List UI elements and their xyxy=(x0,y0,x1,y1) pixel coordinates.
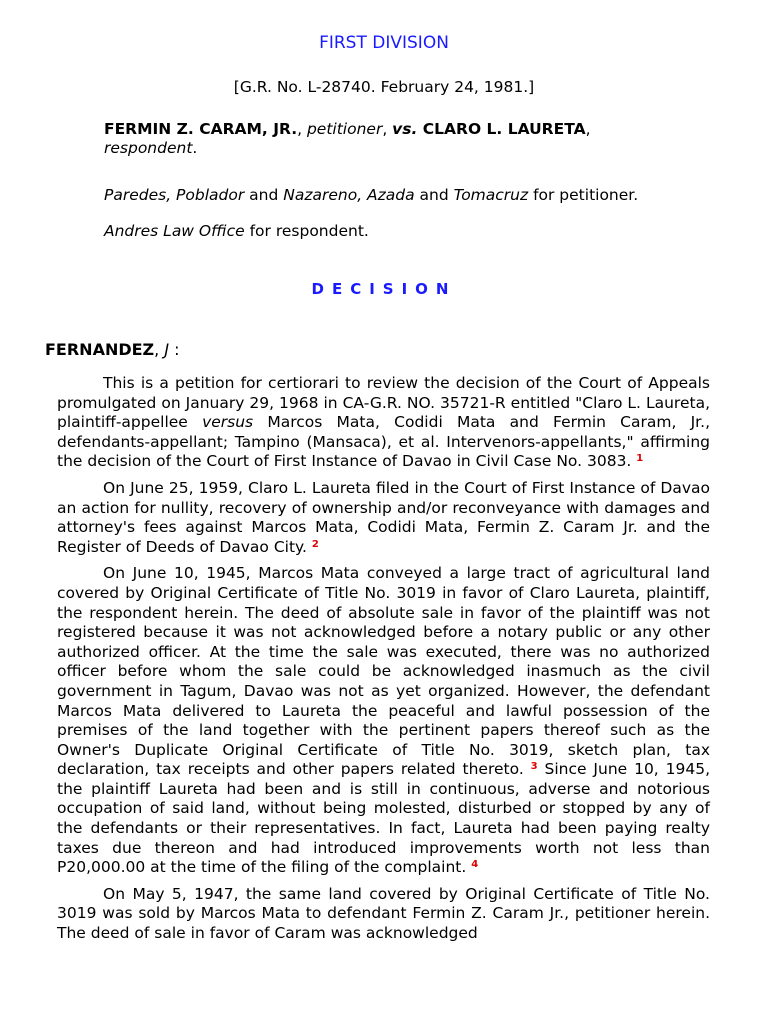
paragraph-3 xyxy=(57,564,710,878)
counsel-firm: Andres Law Office xyxy=(104,222,245,240)
case-number: [G.R. No. L-28740. February 24, 1981.] xyxy=(233,78,535,96)
ponente-line xyxy=(45,340,180,359)
conjunction: and xyxy=(244,186,284,204)
paragraph-1 xyxy=(57,374,710,472)
period: . xyxy=(192,139,198,157)
separator: , xyxy=(585,120,591,138)
counsel-firm: Tomacruz xyxy=(453,186,529,204)
counsel-firm: Nazareno, Azada xyxy=(283,186,415,204)
parties-block xyxy=(104,120,684,158)
paragraph-text: This is a petition for certiorari to review the decision of the Court of Appeals promulgated on January 29, 1968 in CA-G.R. NO. 35721-R entitled "Claro L. Laureta, plaintiff-appellee xyxy=(57,374,710,432)
footnote-link-4[interactable]: 4 xyxy=(471,859,479,871)
petitioner-name: FERMIN Z. CARAM, JR. xyxy=(104,120,298,138)
ponente-title: J xyxy=(164,340,170,359)
counsel-suffix: for respondent. xyxy=(244,222,369,240)
versus-italic: versus xyxy=(202,413,254,432)
paragraph-text: Since June 10, 1945, the plaintiff Laureta had been and is still in continuous, adverse and notorious occupation of said land, without being molested, disturbed or stopped by any of the defendants or their representatives. In fact, Laureta had been paying realty taxes due thereon and had introduced improvements worth not less than P20,000.00 at the time of the filing of the complaint. xyxy=(57,760,710,877)
paragraph-text: Marcos Mata, Codidi Mata and Fermin Caram, Jr., defendants-appellant; Tampino (Mansaca), et al. Intervenors-appellants," affirming the decision of the Court of First Instance of Davao in Civil Case No. 3083. xyxy=(57,413,710,471)
decision-body xyxy=(57,374,710,951)
footnote-link-3[interactable]: 3 xyxy=(530,761,538,773)
respondent-role: respondent xyxy=(104,139,193,157)
division-heading: FIRST DIVISION xyxy=(319,33,449,53)
respondent-name: CLARO L. LAURETA xyxy=(417,120,586,138)
footnote-link-1[interactable]: 1 xyxy=(636,453,644,465)
versus-label: vs. xyxy=(392,120,418,138)
paragraph-text: On June 10, 1945, Marcos Mata conveyed a large tract of agricultural land covered by Original Certificate of Title No. 3019 in favor of Claro Laureta, plaintiff, the respondent herein. The deed of absolute sale in favor of the plaintiff was not registered because it was not acknowledged before a notary public or any other authorized officer. At the time the sale was executed, there was no authorized officer before whom the sale could be acknowledged inasmuch as the civil government in Tagum, Davao was not as yet organized. However, the defendant Marcos Mata delivered to Laureta the peaceful and lawful possession of the premises of the land together with the pertinent papers thereof such as the Owner's Duplicate Original Certificate of Title No. 3019, sketch plan, tax declaration, tax receipts and other papers related thereto. xyxy=(57,564,710,779)
paragraph-2 xyxy=(57,479,710,557)
paragraph-4 xyxy=(57,885,710,944)
ponente-name: FERNANDEZ xyxy=(45,340,155,359)
decision-heading: DECISION xyxy=(311,280,457,298)
separator: , xyxy=(297,120,307,138)
colon: : xyxy=(169,340,180,359)
paragraph-text: On May 5, 1947, the same land covered by Original Certificate of Title No. 3019 was sold by Marcos Mata to defendant Fermin Z. Caram Jr., petitioner herein. The deed of sale in favor of Caram was acknowledged xyxy=(57,884,710,943)
petitioner-role: petitioner xyxy=(306,120,383,138)
conjunction: and xyxy=(414,186,454,204)
paragraph-text: On June 25, 1959, Claro L. Laureta filed in the Court of First Instance of Davao an action for nullity, recovery of ownership and/or reconveyance with damages and attorney's fees against Marcos Mata, Codidi Mata, Fermin Z. Caram Jr. and the Register of Deeds of Davao City. xyxy=(57,478,710,556)
separator: , xyxy=(382,120,393,138)
respondent-counsel xyxy=(104,222,369,240)
counsel-firm: Paredes, Poblador xyxy=(104,186,245,204)
petitioner-counsel xyxy=(104,186,638,204)
counsel-suffix: for petitioner. xyxy=(528,186,639,204)
footnote-link-2[interactable]: 2 xyxy=(311,538,319,550)
separator: , xyxy=(154,340,165,359)
